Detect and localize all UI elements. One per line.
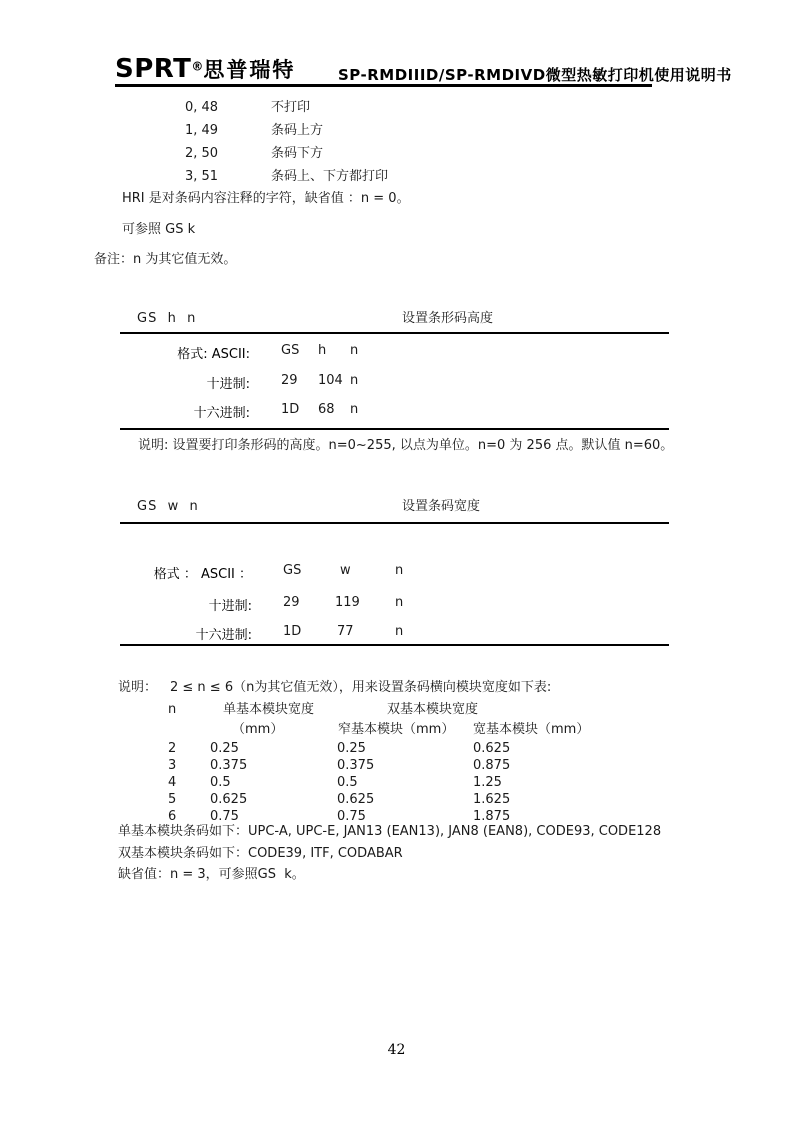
hri-description: HRI 是对条码内容注释的字符，缺省值 ：n = 0。 — [122, 191, 410, 206]
hri-option-desc: 不打印 — [271, 100, 311, 115]
format-row-value: n — [350, 343, 359, 358]
hri-reference: 可参照 GS k — [122, 222, 196, 237]
decimal-row-value: 29 — [283, 595, 300, 610]
cell-single: 0.75 — [210, 809, 239, 824]
hri-option-codes: 1, 49 — [185, 123, 219, 138]
table-rule-top — [120, 332, 669, 334]
cell-narrow: 0.75 — [337, 809, 366, 824]
cell-n: 2 — [168, 741, 177, 756]
command-note-height: 说明: 设置要打印条形码的高度。n=0~255, 以点为单位。n=0 为 256 点。默认值 n=60。 — [138, 438, 674, 453]
cell-single: 0.375 — [210, 758, 248, 773]
default-value-note: 缺省值：n = 3，可参照GS k。 — [118, 867, 305, 882]
cell-n: 6 — [168, 809, 177, 824]
hex-row-value: 1D — [283, 624, 302, 639]
format-row-value: h — [318, 343, 327, 358]
note-label: 说明： — [118, 680, 158, 695]
hex-row-value: 77 — [337, 624, 354, 639]
table-rule-top — [120, 522, 669, 524]
cell-single: 0.25 — [210, 741, 239, 756]
hri-option-codes: 2, 50 — [185, 146, 219, 161]
hri-option-codes: 0, 48 — [185, 100, 219, 115]
page-number: 42 — [387, 1042, 406, 1058]
decimal-row-value: n — [395, 595, 404, 610]
single-module-barcodes-note: 单基本模块条码如下：UPC-A, UPC-E, JAN13 (EAN13), JAN8 (EAN8), CODE93, CODE128 — [118, 824, 662, 839]
hex-row-label: 十六进制: — [193, 406, 250, 421]
decimal-row-label: 十进制: — [206, 377, 250, 392]
decimal-row-label: 十进制: — [208, 599, 252, 614]
hex-row-value: 1D — [281, 402, 300, 417]
table-rule-bottom — [120, 644, 669, 646]
remark-line: 备注：n 为其它值无效。 — [94, 252, 237, 267]
brand-logo — [115, 54, 295, 84]
table-header-double: 双基本模块宽度 — [387, 702, 479, 717]
hex-row-value: 68 — [318, 402, 335, 417]
decimal-row-value: 104 — [318, 373, 343, 388]
command-name-gs-h-n: GS h n — [137, 311, 197, 326]
cell-wide: 1.25 — [473, 775, 502, 790]
table-header-n: n — [168, 702, 177, 717]
cell-wide: 1.875 — [473, 809, 511, 824]
hri-option-codes: 3, 51 — [185, 169, 219, 184]
hri-option-desc: 条码上、下方都打印 — [271, 169, 389, 184]
format-row-value: GS — [283, 563, 302, 578]
cell-narrow: 0.5 — [337, 775, 358, 790]
cell-narrow: 0.375 — [337, 758, 375, 773]
hri-option-desc: 条码上方 — [271, 123, 324, 138]
cell-narrow: 0.25 — [337, 741, 366, 756]
command-note-width: 2 ≤ n ≤ 6（n为其它值无效），用来设置条码横向模块宽度如下表: — [170, 680, 552, 695]
header-underline — [115, 84, 652, 87]
decimal-row-value: 119 — [335, 595, 360, 610]
format-row-label: 格式 ： ASCII ： — [153, 567, 252, 582]
double-module-barcodes-note: 双基本模块条码如下：CODE39, ITF, CODABAR — [118, 846, 403, 861]
format-row-value: GS — [281, 343, 300, 358]
cell-wide: 0.875 — [473, 758, 511, 773]
hex-row-value: n — [350, 402, 359, 417]
table-header-single: 单基本模块宽度 — [223, 702, 315, 717]
cell-single: 0.625 — [210, 792, 248, 807]
brand-logo-cn: 思普瑞特 — [203, 58, 296, 82]
decimal-row-value: n — [350, 373, 359, 388]
format-row-label: 格式: ASCII: — [177, 347, 250, 362]
table-header-single-unit: （mm） — [232, 722, 284, 737]
format-row-value: w — [340, 563, 351, 578]
command-title-width: 设置条码宽度 — [402, 499, 481, 514]
table-rule-bottom — [120, 428, 669, 430]
hri-option-desc: 条码下方 — [271, 146, 324, 161]
hex-row-label: 十六进制: — [195, 628, 252, 643]
table-header-narrow: 窄基本模块（mm） — [338, 722, 455, 737]
format-row-value: n — [395, 563, 404, 578]
cell-n: 4 — [168, 775, 177, 790]
cell-wide: 0.625 — [473, 741, 511, 756]
command-title-height: 设置条形码高度 — [402, 311, 494, 326]
brand-logo-en: SPRT — [115, 54, 192, 84]
cell-n: 5 — [168, 792, 177, 807]
cell-wide: 1.625 — [473, 792, 511, 807]
cell-single: 0.5 — [210, 775, 231, 790]
registered-trademark-icon: ® — [191, 59, 204, 74]
command-name-gs-w-n: GS w n — [137, 499, 199, 514]
table-header-wide: 宽基本模块（mm） — [473, 722, 590, 737]
decimal-row-value: 29 — [281, 373, 298, 388]
cell-n: 3 — [168, 758, 177, 773]
manual-title: SP-RMDIIID/SP-RMDIVD微型热敏打印机使用说明书 — [338, 66, 732, 84]
hex-row-value: n — [395, 624, 404, 639]
cell-narrow: 0.625 — [337, 792, 375, 807]
